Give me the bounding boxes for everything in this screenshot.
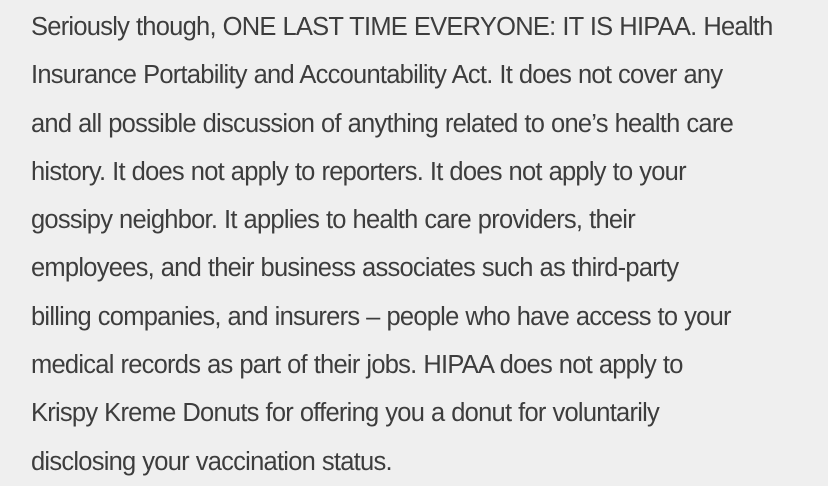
text-line: and all possible discussion of anything related to one’s health care bbox=[31, 109, 734, 138]
text-line: employees, and their business associates such as third-party bbox=[31, 254, 679, 283]
text-line: disclosing your vaccination status. bbox=[31, 447, 392, 476]
text-line: billing companies, and insurers – people who have access to your bbox=[31, 302, 731, 331]
text-line: Insurance Portability and Accountability Act. It does not cover any bbox=[31, 61, 723, 90]
text-line: gossipy neighbor. It applies to health care providers, their bbox=[31, 206, 635, 235]
text-line: medical records as part of their jobs. HIPAA does not apply to bbox=[31, 351, 683, 380]
text-line: Seriously though, ONE LAST TIME EVERYONE: IT IS HIPAA. Health bbox=[31, 13, 773, 41]
post-text bbox=[31, 3, 821, 486]
text-line: Krispy Kreme Donuts for offering you a donut for voluntarily bbox=[31, 399, 660, 428]
text-line: history. It does not apply to reporters. It does not apply to your bbox=[31, 157, 686, 186]
